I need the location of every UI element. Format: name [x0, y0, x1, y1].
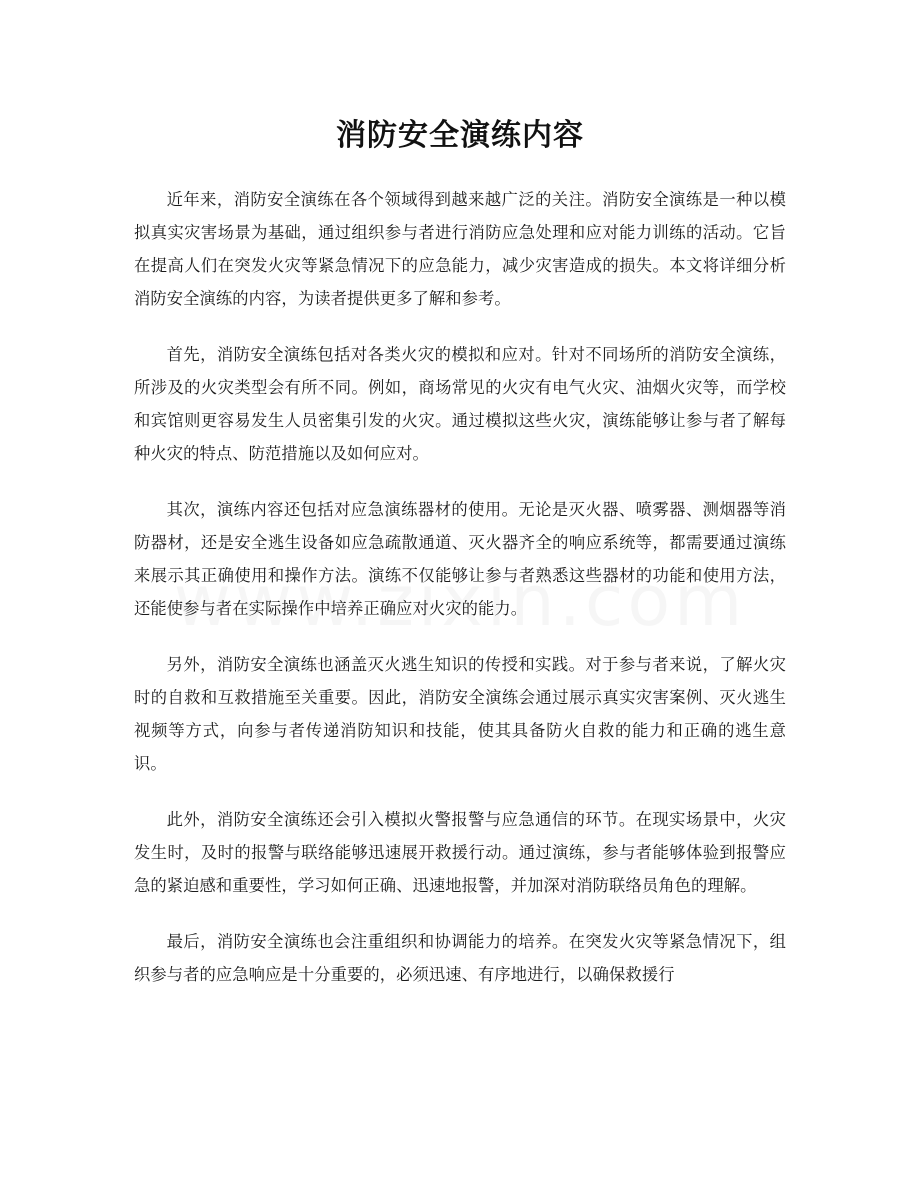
paragraph-5: 此外，消防安全演练还会引入模拟火警报警与应急通信的环节。在现实场景中，火灾发生时，及时的报警与联络能够迅速展开救援行动。通过演练，参与者能够体验到报警应急的紧迫感和重要性，学习如何正确、迅速地报警，并加深对消防联络员角色的理解。: [134, 810, 786, 895]
paragraph-3: 其次，演练内容还包括对应急演练器材的使用。无论是灭火器、喷雾器、测烟器等消防器材，还是安全逃生设备如应急疏散通道、灭火器齐全的响应系统等，都需要通过演练来展示其正确使用和操作方法。演练不仅能够让参与者熟悉这些器材的功能和使用方法，还能使参与者在实际操作中培养正确应对火灾的能力。: [134, 500, 786, 618]
paragraph-2: 首先，消防安全演练包括对各类火灾的模拟和应对。针对不同场所的消防安全演练，所涉及的火灾类型会有所不同。例如，商场常见的火灾有电气火灾、油烟火灾等，而学校和宾馆则更容易发生人员密集引发的火灾。通过模拟这些火灾，演练能够让参与者了解每种火灾的特点、防范措施以及如何应对。: [134, 345, 786, 463]
document-body: [134, 183, 786, 1014]
paragraph-4: 另外，消防安全演练也涵盖灭火逃生知识的传授和实践。对于参与者来说，了解火灾时的自救和互救措施至关重要。因此，消防安全演练会通过展示真实灾害案例、灭火逃生视频等方式，向参与者传递消防知识和技能，使其具备防火自救的能力和正确的逃生意识。: [134, 655, 786, 773]
paragraph-1: 近年来，消防安全演练在各个领域得到越来越广泛的关注。消防安全演练是一种以模拟真实灾害场景为基础，通过组织参与者进行消防应急处理和应对能力训练的活动。它旨在提高人们在突发火灾等紧急情况下的应急能力，减少灾害造成的损失。本文将详细分析消防安全演练的内容，为读者提供更多了解和参考。: [134, 190, 786, 308]
page-title: 消防安全演练内容: [336, 118, 584, 153]
paragraph-6: 最后，消防安全演练也会注重组织和协调能力的培养。在突发火灾等紧急情况下，组织参与者的应急响应是十分重要的，必须迅速、有序地进行，以确保救援行: [134, 932, 786, 984]
